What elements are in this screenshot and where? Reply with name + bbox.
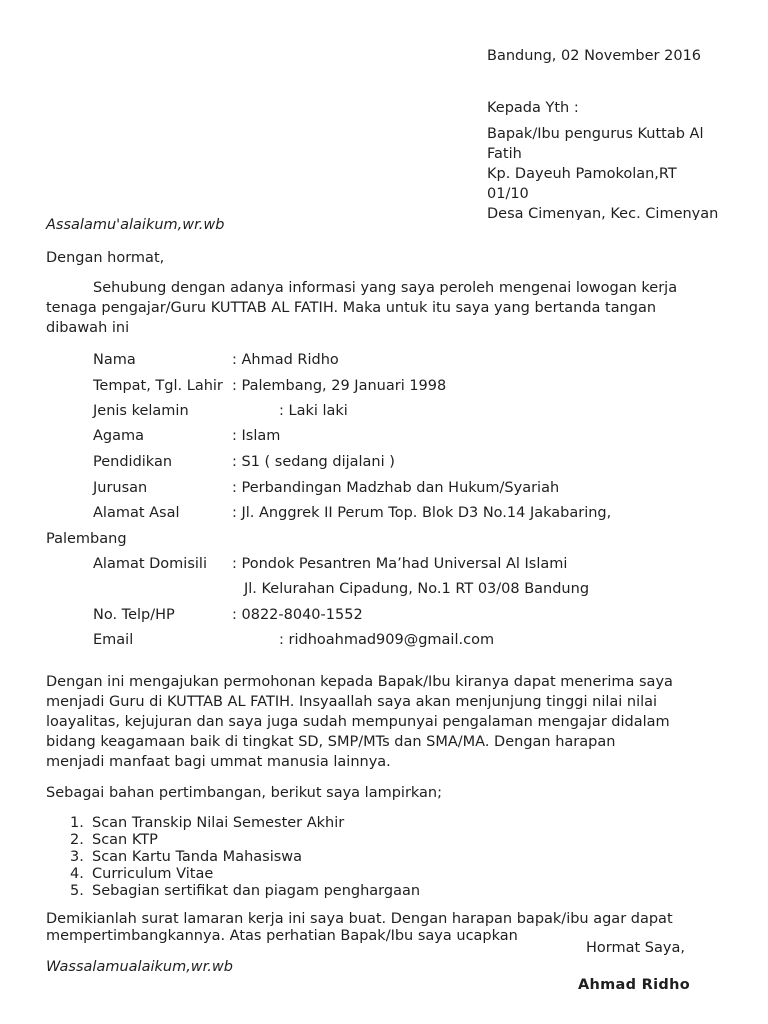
body-line: menjadi Guru di KUTTAB AL FATIH. Insyaallah saya akan menjunjung tinggi nilai nilai bbox=[46, 694, 658, 710]
field-value-telp: : 0822-8040-1552 bbox=[232, 607, 363, 623]
signature-regards: Hormat Saya, bbox=[582, 938, 685, 958]
list-item bbox=[46, 832, 420, 849]
list-item-number: 5. bbox=[70, 883, 84, 899]
intro-line: tenaga pengajar/Guru KUTTAB AL FATIH. Maka untuk itu saya yang bertanda tangan bbox=[46, 300, 657, 316]
intro-paragraph bbox=[46, 278, 736, 338]
list-item bbox=[46, 883, 420, 900]
body-line: bidang keagamaan baik di tingkat SD, SMP/MTs dan SMA/MA. Dengan harapan bbox=[46, 734, 616, 750]
field-value-jenis-kelamin: : Laki laki bbox=[279, 403, 348, 419]
signature-name: Ahmad Ridho bbox=[578, 977, 690, 993]
attachments-list bbox=[46, 815, 420, 900]
recipient-line: Kp. Dayeuh Pamokolan,RT bbox=[487, 166, 677, 182]
field-label-nama: Nama bbox=[93, 352, 136, 368]
field-label-telp: No. Telp/HP bbox=[93, 607, 175, 623]
recipient-line: Fatih bbox=[487, 146, 522, 162]
closing-salutation: Wassalamualaikum,wr.wb bbox=[46, 959, 233, 975]
recipient-address bbox=[487, 124, 747, 220]
field-value-alamat-asal: : Jl. Anggrek II Perum Top. Blok D3 No.14 Jakabaring, bbox=[232, 505, 612, 521]
list-item-number: 4. bbox=[70, 866, 84, 882]
list-item-text: Sebagian sertifikat dan piagam penghargaan bbox=[92, 883, 421, 899]
recipient-line: Bapak/Ibu pengurus Kuttab Al bbox=[487, 126, 704, 142]
attachments-intro: Sebagai bahan pertimbangan, berikut saya lampirkan; bbox=[46, 785, 443, 801]
field-value-email: : ridhoahmad909@gmail.com bbox=[279, 632, 495, 648]
field-label-agama: Agama bbox=[93, 428, 145, 444]
field-label-jurusan: Jurusan bbox=[93, 480, 148, 496]
body-line: Dengan ini mengajukan permohonan kepada Bapak/Ibu kiranya dapat menerima saya bbox=[46, 674, 673, 690]
recipient-intro: Kepada Yth : bbox=[487, 100, 579, 116]
field-value-alamat-domisili-cont: Jl. Kelurahan Cipadung, No.1 RT 03/08 Bandung bbox=[244, 581, 590, 597]
closing-line: Demikianlah surat lamaran kerja ini saya buat. Dengan harapan bapak/ibu agar dapat bbox=[46, 911, 673, 927]
body-line: loayalitas, kejujuran dan saya juga sudah mempunyai pengalaman mengajar didalam bbox=[46, 714, 670, 730]
field-label-alamat-domisili: Alamat Domisili bbox=[93, 556, 207, 572]
list-item-number: 2. bbox=[70, 832, 84, 848]
field-value-alamat-asal-cont: Palembang bbox=[46, 531, 127, 547]
field-value-alamat-domisili: : Pondok Pesantren Ma’had Universal Al Islami bbox=[232, 556, 568, 572]
list-item-text: Curriculum Vitae bbox=[92, 866, 214, 882]
list-item bbox=[46, 866, 420, 883]
letter-date: Bandung, 02 November 2016 bbox=[487, 48, 702, 64]
field-value-agama: : Islam bbox=[232, 428, 281, 444]
field-value-pendidikan: : S1 ( sedang dijalani ) bbox=[232, 454, 395, 470]
intro-line: Sehubung dengan adanya informasi yang saya peroleh mengenai lowogan kerja bbox=[93, 280, 678, 296]
body-paragraph bbox=[46, 672, 736, 772]
list-item-number: 3. bbox=[70, 849, 84, 865]
intro-line: dibawah ini bbox=[46, 320, 130, 336]
field-label-jenis-kelamin: Jenis kelamin bbox=[93, 403, 189, 419]
list-item bbox=[46, 849, 420, 866]
list-item-text: Scan Kartu Tanda Mahasiswa bbox=[92, 849, 303, 865]
list-item-text: Scan Transkip Nilai Semester Akhir bbox=[92, 815, 345, 831]
opening-salutation: Assalamu'alaikum,wr.wb bbox=[46, 217, 225, 233]
field-label-alamat-asal: Alamat Asal bbox=[93, 505, 180, 521]
recipient-line: Desa Cimenyan, Kec. Cimenyan bbox=[487, 206, 719, 220]
list-item-text: Scan KTP bbox=[92, 832, 158, 848]
field-label-pendidikan: Pendidikan bbox=[93, 454, 173, 470]
recipient-line: 01/10 bbox=[487, 186, 529, 202]
greeting: Dengan hormat, bbox=[46, 250, 165, 266]
list-item bbox=[46, 815, 420, 832]
list-item-number: 1. bbox=[70, 815, 84, 831]
field-label-ttl: Tempat, Tgl. Lahir bbox=[93, 378, 223, 394]
field-value-ttl: : Palembang, 29 Januari 1998 bbox=[232, 378, 447, 394]
closing-line: mempertimbangkannya. Atas perhatian Bapak/Ibu saya ucapkan bbox=[46, 928, 518, 944]
body-line: menjadi manfaat bagi ummat manusia lainnya. bbox=[46, 754, 391, 770]
field-label-email: Email bbox=[93, 632, 134, 648]
field-value-jurusan: : Perbandingan Madzhab dan Hukum/Syariah bbox=[232, 480, 560, 496]
field-value-nama: : Ahmad Ridho bbox=[232, 352, 339, 368]
